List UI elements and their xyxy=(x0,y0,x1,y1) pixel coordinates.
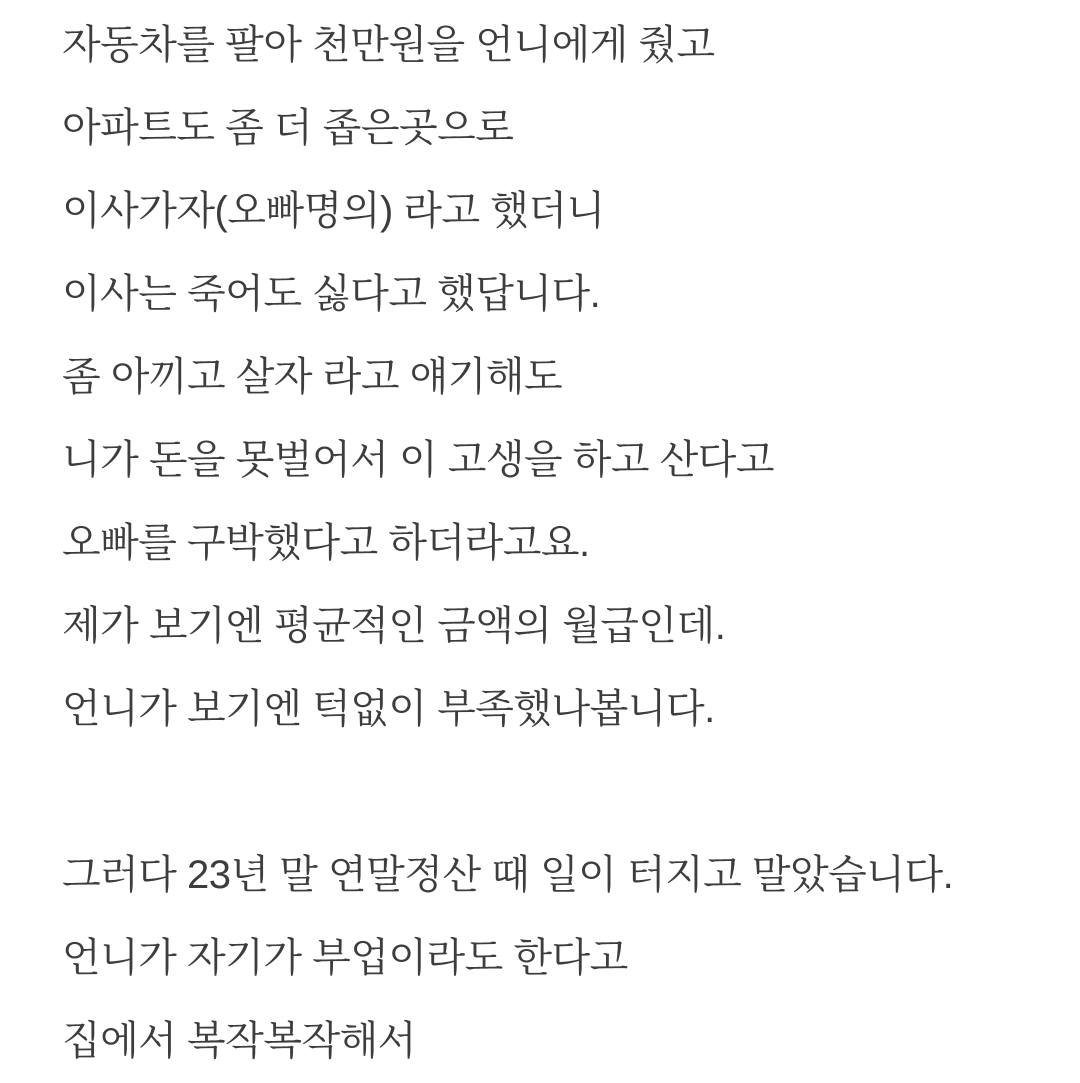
text-line: 언니가 자기가 부업이라도 한다고 xyxy=(62,936,628,980)
text-line: 이사는 죽어도 싫다고 했답니다. xyxy=(62,272,601,316)
text-line: 언니가 보기엔 턱없이 부족했나봅니다. xyxy=(62,687,715,731)
text-line: 자동차를 팔아 천만원을 언니에게 줬고 xyxy=(62,23,715,67)
text-line: 아파트도 좀 더 좁은곳으로 xyxy=(62,106,514,150)
paragraph-spacer xyxy=(62,751,1040,834)
text-line: 니가 돈을 못벌어서 이 고생을 하고 산다고 xyxy=(62,438,775,482)
paragraph-2 xyxy=(62,834,1040,1083)
text-line: 오빠를 구박했다고 하더라고요. xyxy=(62,521,590,565)
text-line: 이사가자(오빠명의) 라고 했더니 xyxy=(62,189,605,233)
paragraph-1 xyxy=(62,4,1040,751)
text-line: 좀 아끼고 살자 라고 얘기해도 xyxy=(62,355,563,399)
text-line: 그러다 23년 말 연말정산 때 일이 터지고 말았습니다. xyxy=(62,853,954,897)
text-line: 집에서 복작복작해서 xyxy=(62,1019,416,1063)
text-line: 제가 보기엔 평균적인 금액의 월급인데. xyxy=(62,604,726,648)
